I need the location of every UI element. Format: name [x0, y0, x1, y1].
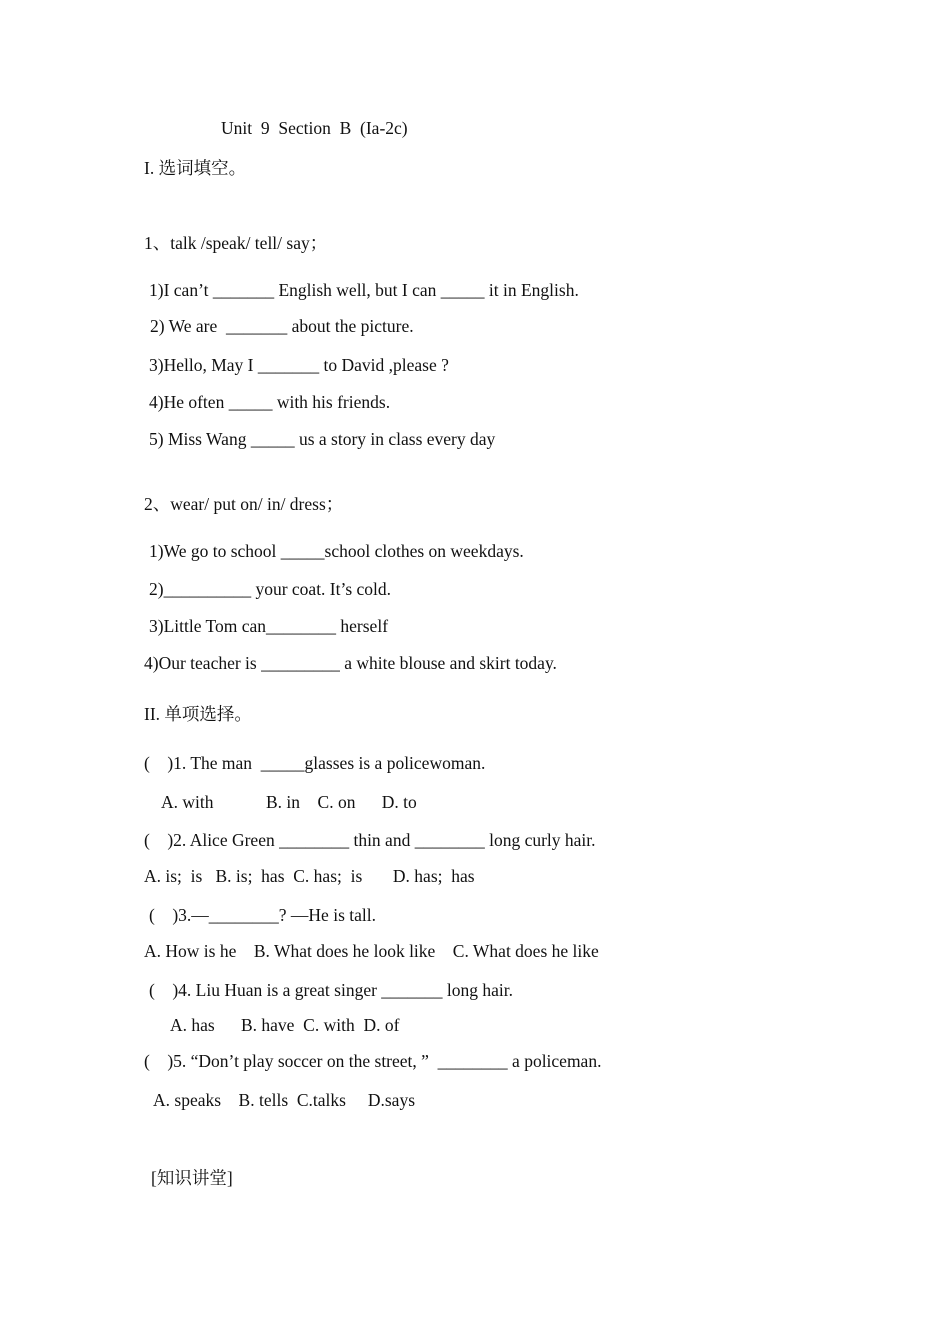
group-1-heading: 1、talk /speak/ tell/ say；	[144, 233, 328, 253]
group-2-heading: 2、wear/ put on/ in/ dress；	[144, 494, 344, 514]
question-options: A. is; is B. is; has C. has; is D. has; has	[144, 866, 475, 886]
question-stem: ( )4. Liu Huan is a great singer _______ long hair.	[149, 980, 514, 1000]
question-stem: ( )2. Alice Green ________ thin and ________ long curly hair.	[144, 830, 596, 850]
question-options: A. has B. have C. with D. of	[170, 1015, 400, 1035]
question-stem: ( )1. The man _____glasses is a policewoman.	[144, 753, 486, 773]
group-1-item: 5) Miss Wang _____ us a story in class every day	[149, 429, 496, 449]
question-options: A. with B. in C. on D. to	[161, 792, 417, 812]
group-2-item: 4)Our teacher is _________ a white blouse and skirt today.	[144, 653, 557, 673]
section-2-heading: II. 单项选择。	[144, 704, 252, 724]
question-stem: ( )3.—________? —He is tall.	[149, 905, 376, 925]
group-2-item: 1)We go to school _____school clothes on weekdays.	[149, 541, 524, 561]
question-options: A. How is he B. What does he look like C. What does he like	[144, 941, 599, 961]
page-title: Unit 9 Section B (Ia-2c)	[221, 118, 408, 138]
question-options: A. speaks B. tells C.talks D.says	[153, 1090, 416, 1110]
group-1-item: 3)Hello, May I _______ to David ,please ?	[149, 355, 449, 375]
group-1-item: 1)I can’t _______ English well, but I can _____ it in English.	[149, 280, 579, 300]
group-2-item: 2)__________ your coat. It’s cold.	[149, 579, 392, 599]
group-1-item: 4)He often _____ with his friends.	[149, 392, 391, 412]
group-2-item: 3)Little Tom can________ herself	[149, 616, 389, 636]
knowledge-heading: [知识讲堂]	[151, 1168, 233, 1188]
group-1-item: 2) We are _______ about the picture.	[150, 316, 414, 336]
question-stem: ( )5. “Don’t play soccer on the street, ” ________ a policeman.	[144, 1051, 602, 1071]
section-1-heading: I. 选词填空。	[144, 158, 247, 178]
